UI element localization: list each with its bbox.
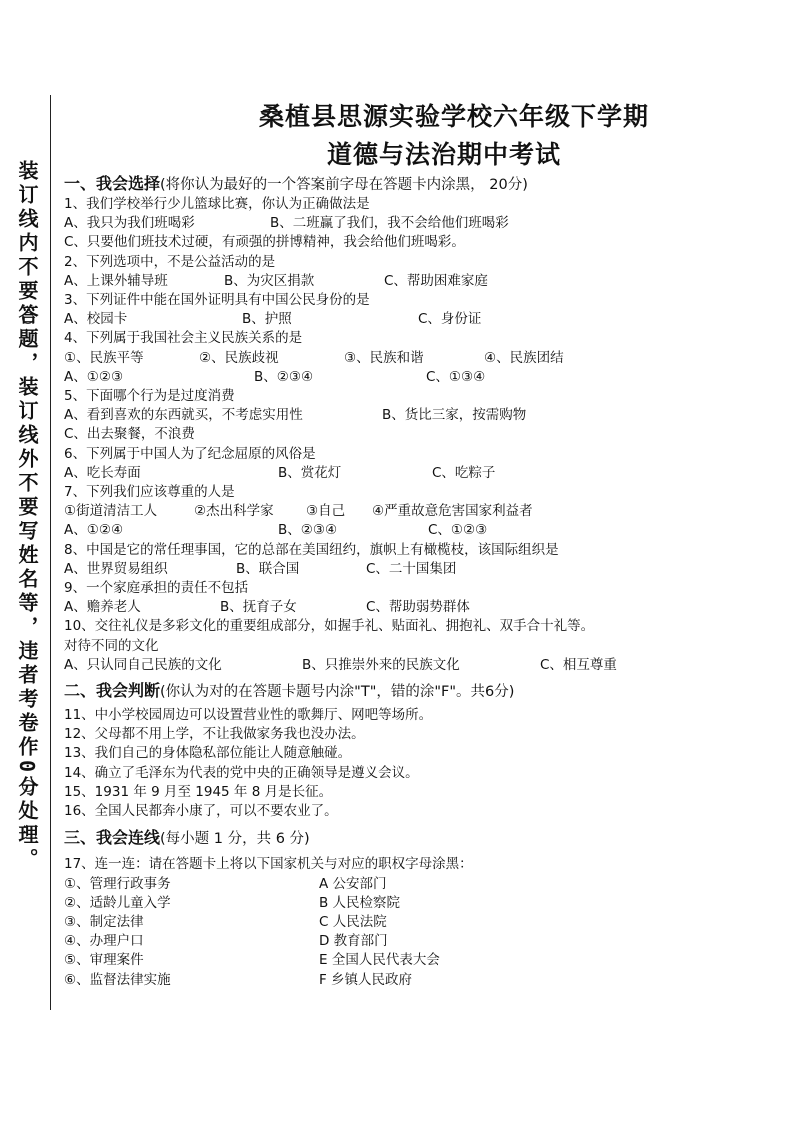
q4-option-c: C、①③④ — [426, 368, 486, 385]
match-row-2 — [64, 894, 784, 913]
section3-title: 三、我会连线 — [64, 828, 161, 848]
match-right-d: D 教育部门 — [319, 933, 388, 950]
q7-item-1: ①街道清洁工人 — [64, 503, 158, 520]
q9-options — [64, 598, 784, 617]
q13: 13、我们自己的身体隐私部位能让人随意触碰。 — [64, 745, 352, 762]
q3-stem: 3、下列证件中能在国外证明具有中国公民身份的是 — [64, 292, 370, 309]
match-left-2: ②、适龄儿童入学 — [64, 894, 171, 911]
q2-option-b: B、为灾区捐款 — [224, 272, 315, 289]
q4-stem: 4、下列属于我国社会主义民族关系的是 — [64, 330, 303, 347]
match-left-6: ⑥、监督法律实施 — [64, 971, 171, 988]
q7-options — [64, 521, 784, 540]
section2-note: (你认为对的在答题卡题号内涂"T"，错的涂"F"。共6分) — [160, 684, 515, 701]
q4-options — [64, 368, 784, 387]
q4-item-1: ①、民族平等 — [64, 349, 144, 366]
match-row-5 — [64, 951, 784, 970]
q10-stem-continued: 对待不同的文化 — [64, 637, 159, 654]
q3-option-c: C、身份证 — [418, 311, 482, 328]
section3-heading — [64, 828, 784, 849]
q3-option-a: A、校园卡 — [64, 311, 128, 328]
q10-option-a: A、只认同自己民族的文化 — [64, 656, 222, 673]
exam-title-school: 桑植县思源实验学校六年级下学期 — [258, 102, 649, 131]
section1-title: 一、我会选择 — [64, 174, 161, 193]
q2-stem: 2、下列选项中，不是公益活动的是 — [64, 253, 276, 270]
match-row-3 — [64, 913, 784, 932]
q1-options — [64, 214, 784, 233]
q6-option-c: C、吃粽子 — [432, 464, 496, 481]
match-right-e: E 全国人民代表大会 — [319, 952, 440, 969]
q7-item-4: ④严重故意危害国家利益者 — [372, 503, 533, 520]
q5-stem: 5、下面哪个行为是过度消费 — [64, 388, 235, 405]
q9-option-c: C、帮助弱势群体 — [366, 599, 470, 616]
q1-option-a: A、我只为我们班喝彩 — [64, 215, 195, 232]
q7-items — [64, 502, 784, 521]
q2-options — [64, 272, 784, 291]
q5-option-b: B、货比三家，按需购物 — [382, 407, 527, 424]
q8-stem: 8、中国是它的常任理事国，它的总部在美国纽约，旗帜上有橄榄枝，该国际组织是 — [64, 541, 559, 558]
q4-option-b: B、②③④ — [254, 368, 314, 385]
q4-items — [64, 349, 784, 368]
q4-item-4: ④、民族团结 — [484, 349, 564, 366]
q2 — [64, 253, 784, 291]
q9 — [64, 579, 784, 617]
q8-option-a: A、世界贸易组织 — [64, 560, 168, 577]
q1-stem: 1、我们学校举行少儿篮球比赛，你认为正确做法是 — [64, 196, 370, 212]
match-row-6 — [64, 971, 784, 990]
match-left-1: ①、管理行政事务 — [64, 875, 171, 892]
q14: 14、确立了毛泽东为代表的党中央的正确领导是遵义会议。 — [64, 764, 419, 781]
q5-option-a: A、看到喜欢的东西就买，不考虑实用性 — [64, 407, 303, 424]
match-right-c: C 人民法院 — [319, 913, 387, 930]
q3-option-b: B、护照 — [242, 311, 292, 328]
q5-option-c: C、出去聚餐，不浪费 — [64, 426, 195, 443]
q3-options — [64, 310, 784, 329]
q11: 11、中小学校园周边可以设置营业性的歌舞厅、网吧等场所。 — [64, 707, 433, 724]
q4-item-2: ②、民族歧视 — [199, 349, 279, 366]
q7 — [64, 483, 784, 541]
q1 — [64, 195, 784, 253]
exam-title-subject: 道德与法治期中考试 — [326, 140, 561, 169]
q1-option-c: C、只要他们班技术过硬，有顽强的拼博精神，我会给他们班喝彩。 — [64, 234, 465, 251]
match-left-3: ③、制定法律 — [64, 913, 144, 930]
q6-options — [64, 464, 784, 483]
q10-option-c: C、相互尊重 — [540, 656, 617, 673]
q8 — [64, 541, 784, 579]
q10-option-b: B、只推崇外来的民族文化 — [302, 656, 460, 673]
q4-option-a: A、①②③ — [64, 368, 124, 385]
binding-notice: 装订线内不要答题，装订线外不要写姓名等，违者考卷作0分处理。 — [15, 160, 39, 873]
q7-option-a: A、①②④ — [64, 522, 124, 539]
section2-title: 二、我会判断 — [64, 681, 161, 701]
q6 — [64, 445, 784, 483]
section1-note: (将你认为最好的一个答案前字母在答题卡内涂黑， 20分) — [160, 177, 528, 193]
q8-option-c: C、二十国集团 — [366, 560, 457, 577]
q12: 12、父母都不用上学，不让我做家务我也没办法。 — [64, 726, 365, 743]
q3 — [64, 291, 784, 329]
match-right-f: F 乡镇人民政府 — [319, 971, 413, 988]
q6-option-a: A、吃长寿面 — [64, 464, 141, 481]
match-left-4: ④、办理户口 — [64, 933, 144, 950]
q4 — [64, 329, 784, 387]
q7-item-3: ③自己 — [306, 503, 346, 520]
q16: 16、全国人民都奔小康了，可以不要农业了。 — [64, 803, 338, 820]
q10 — [64, 617, 784, 675]
q2-option-a: A、上课外辅导班 — [64, 272, 168, 289]
q9-stem: 9、一个家庭承担的责任不包括 — [64, 580, 249, 597]
exam-paper — [64, 100, 784, 990]
q5 — [64, 387, 784, 445]
q17-instruction: 17、连一连：请在答题卡上将以下国家机关与对应的职权字母涂黑： — [64, 856, 473, 873]
section2-heading — [64, 681, 784, 702]
q7-option-c: C、①②③ — [428, 522, 488, 539]
q9-option-a: A、赡养老人 — [64, 599, 141, 616]
q8-option-b: B、联合国 — [236, 560, 300, 577]
q10-options — [64, 656, 784, 675]
q15: 15、1931 年 9 月至 1945 年 8 月是长征。 — [64, 783, 333, 800]
q4-item-3: ③、民族和谐 — [344, 349, 424, 366]
match-left-5: ⑤、审理案件 — [64, 952, 144, 969]
q2-option-c: C、帮助困难家庭 — [384, 272, 488, 289]
q9-option-b: B、抚育子女 — [220, 599, 297, 616]
match-row-4 — [64, 932, 784, 951]
q17 — [64, 855, 784, 989]
binding-line — [50, 95, 51, 1010]
section3-note: (每小题 1 分，共 6 分) — [160, 831, 310, 848]
section1-heading — [64, 174, 784, 195]
q6-stem: 6、下列属于中国人为了纪念屈原的风俗是 — [64, 445, 316, 462]
q7-option-b: B、②③④ — [278, 522, 338, 539]
q7-stem: 7、下列我们应该尊重的人是 — [64, 484, 235, 501]
q8-options — [64, 560, 784, 579]
q6-option-b: B、赏花灯 — [278, 464, 342, 481]
match-right-a: A 公安部门 — [319, 875, 387, 892]
match-right-b: B 人民检察院 — [319, 894, 401, 911]
q1-option-b: B、二班赢了我们，我不会给他们班喝彩 — [270, 215, 509, 232]
match-row-1 — [64, 875, 784, 894]
q7-item-2: ②杰出科学家 — [194, 503, 274, 520]
q5-options — [64, 406, 784, 425]
judge-list — [64, 706, 784, 821]
q10-stem: 10、交往礼仪是多彩文化的重要组成部分，如握手礼、贴面礼、拥抱礼、双手合十礼等。 — [64, 618, 595, 635]
